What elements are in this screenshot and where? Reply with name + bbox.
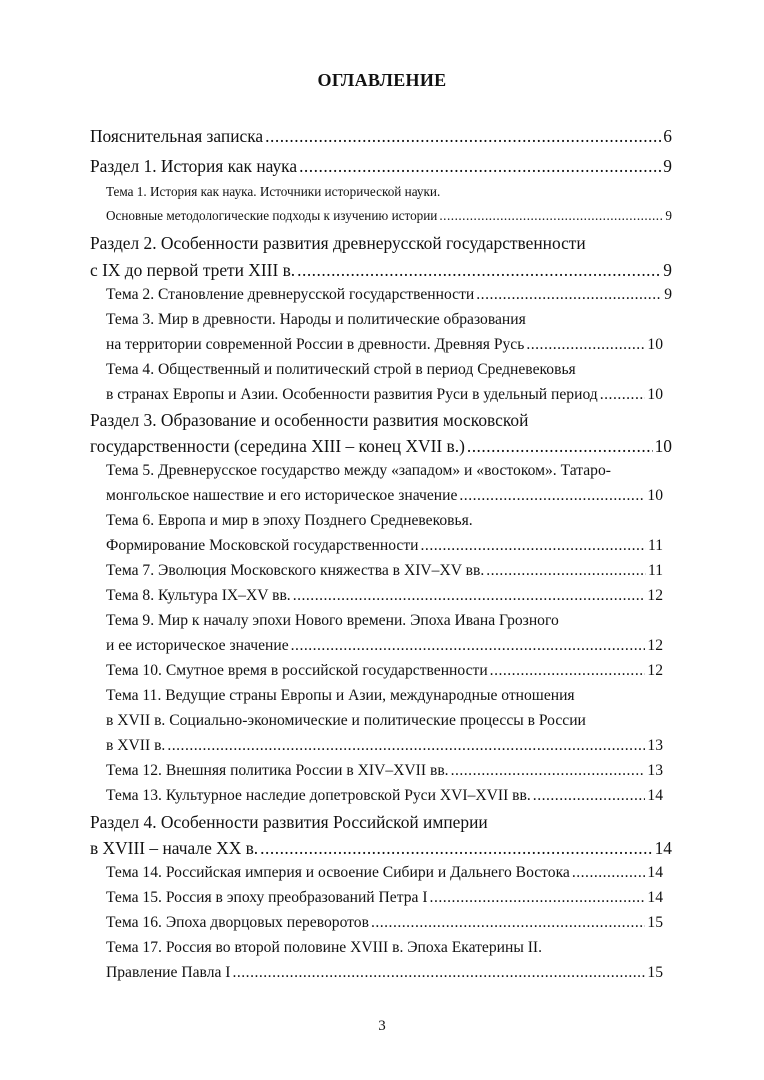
toc-entry [90, 487, 672, 505]
toc-entry [90, 336, 672, 354]
toc-entry-text: Тема 7. Эволюция Московского княжества в XIV–XV вв. [106, 562, 485, 579]
dot-leader [371, 914, 645, 932]
toc-entry-page: 10 [647, 336, 663, 353]
toc-entry-text: Тема 1. История как наука. Источники исторической науки. [106, 184, 441, 199]
toc-entry [90, 361, 672, 379]
toc-entry-text: Тема 4. Общественный и политический строй в период Средневековья [106, 361, 576, 378]
toc-entry-page: 14 [647, 889, 663, 906]
toc-entry-text: в странах Европы и Азии. Особенности развития Руси в удельный период [106, 386, 598, 403]
toc-entry-page: 12 [647, 637, 663, 654]
toc-entry-text: Тема 12. Внешняя политика России в XIV–XVII вв. [106, 762, 449, 779]
dot-leader [260, 838, 652, 859]
toc-entry-text: Пояснительная записка [90, 126, 264, 146]
toc-entry-text: Тема 13. Культурное наследие допетровской Руси XVI–XVII вв. [106, 787, 531, 804]
toc-entry [90, 436, 672, 457]
toc-entry-text: государственности (середина XIII – конец XVII в.) [90, 436, 465, 456]
toc-entry [90, 964, 672, 982]
toc-entry [90, 462, 672, 480]
toc-entry-text: Тема 16. Эпоха дворцовых переворотов [106, 914, 369, 931]
toc-entry-text: и ее историческое значение [106, 637, 289, 654]
toc-entry-text: Тема 11. Ведущие страны Европы и Азии, международные отношения [106, 687, 575, 704]
toc-entry-text: Тема 14. Российская империя и освоение Сибири и Дальнего Востока [106, 864, 570, 881]
toc-entry [90, 156, 672, 177]
dot-leader [486, 562, 646, 580]
toc-entry-page: 13 [647, 762, 663, 779]
toc-entry [90, 712, 672, 730]
toc-entry-page: 11 [647, 562, 663, 579]
dot-leader [299, 156, 661, 177]
toc-entry-page: 11 [647, 537, 663, 554]
toc-entry-text: с IX до первой трети XIII в. [90, 260, 296, 280]
dot-leader [490, 662, 646, 680]
toc-entry-page: 9 [663, 260, 672, 280]
toc-entry-page: 10 [647, 386, 663, 403]
toc-entry-text: Раздел 4. Особенности развития Российской империи [90, 812, 488, 832]
toc-entry-text: Тема 8. Культура IX–XV вв. [106, 587, 291, 604]
toc-entry-page: 9 [665, 208, 672, 223]
toc-entry [90, 260, 672, 281]
toc-entry-page: 12 [647, 662, 663, 679]
toc-entry-text: Раздел 3. Образование и особенности развития московской [90, 410, 529, 430]
toc-entry-text: Раздел 2. Особенности развития древнерусской государственности [90, 233, 586, 253]
toc-entry [90, 889, 672, 907]
toc-entry [90, 126, 672, 147]
toc-entry-text: в XVII в. [106, 737, 166, 754]
toc-entry-text: Тема 9. Мир к началу эпохи Нового времени. Эпоха Ивана Грозного [106, 612, 559, 629]
toc-entry-text: Тема 17. Россия во второй половине XVIII в. Эпоха Екатерины II. [106, 939, 542, 956]
toc-entry-page: 10 [647, 487, 663, 504]
toc-entry-page: 9 [664, 286, 672, 303]
toc-entry [90, 208, 672, 224]
toc-entry [90, 184, 672, 200]
toc-entry-text: Раздел 1. История как наука [90, 156, 298, 176]
toc-entry-page: 10 [654, 436, 672, 456]
dot-leader [167, 737, 645, 755]
toc-entry-text: Правление Павла I [106, 964, 231, 981]
toc-entry [90, 562, 672, 580]
toc-entry [90, 637, 672, 655]
dot-leader [526, 336, 645, 354]
toc-entry-page: 9 [663, 156, 672, 176]
dot-leader [459, 487, 645, 505]
toc-entry-text: на территории современной России в древности. Древняя Русь [106, 336, 525, 353]
dot-leader [572, 864, 646, 882]
toc-entry-page: 15 [647, 914, 663, 931]
toc-entry-page: 6 [663, 126, 672, 146]
dot-leader [533, 787, 646, 805]
toc-entry-text: Тема 6. Европа и мир в эпоху Позднего Средневековья. [106, 512, 473, 529]
toc-entry [90, 410, 672, 431]
toc-entry-text: Тема 3. Мир в древности. Народы и политические образования [106, 311, 526, 328]
dot-leader [291, 637, 646, 655]
dot-leader [476, 286, 662, 304]
dot-leader [232, 964, 645, 982]
toc-entry-page: 15 [647, 964, 663, 981]
toc-entry [90, 537, 672, 555]
toc-entry [90, 737, 672, 755]
toc-entry [90, 864, 672, 882]
toc-entry [90, 311, 672, 329]
toc-entry [90, 787, 672, 805]
dot-leader [451, 762, 646, 780]
toc-entry [90, 662, 672, 680]
dot-leader [293, 587, 646, 605]
toc-entry-page: 13 [647, 737, 663, 754]
toc-entry [90, 762, 672, 780]
dot-leader [297, 260, 661, 281]
toc-entry [90, 386, 672, 404]
page-title: ОГЛАВЛЕНИЕ [317, 70, 447, 90]
dot-leader [600, 386, 646, 404]
toc-entry [90, 612, 672, 630]
toc-entry-text: Формирование Московской государственности [106, 537, 419, 554]
toc-entry [90, 286, 672, 304]
toc-entry-page: 14 [647, 787, 663, 804]
toc-entry-text: в XVIII – начале XX в. [90, 838, 259, 858]
dot-leader [265, 126, 661, 147]
toc-entry-page: 12 [647, 587, 663, 604]
toc-entry [90, 939, 672, 957]
toc-entry [90, 687, 672, 705]
toc-entry [90, 838, 672, 859]
toc-entry-text: Тема 2. Становление древнерусской государственности [106, 286, 475, 303]
toc-entry [90, 812, 672, 833]
toc-entry-text: Тема 10. Смутное время в российской государственности [106, 662, 488, 679]
toc-entry-text: Тема 15. Россия в эпоху преобразований Петра I [106, 889, 428, 906]
toc-entry-page: 14 [647, 864, 663, 881]
toc-entry-text: Основные методологические подходы к изучению истории [106, 208, 438, 223]
page-number: 3 [378, 1018, 386, 1034]
dot-leader [430, 889, 646, 907]
toc-entry [90, 914, 672, 932]
toc-entry-text: в XVII в. Социально-экономические и политические процессы в России [106, 712, 586, 729]
toc-entry [90, 233, 672, 254]
toc-entry [90, 512, 672, 530]
toc-entry-text: монгольское нашествие и его историческое значение [106, 487, 458, 504]
dot-leader [439, 208, 663, 224]
toc-entry [90, 587, 672, 605]
dot-leader [467, 436, 653, 457]
toc-entry-page: 14 [654, 838, 672, 858]
toc-entry-text: Тема 5. Древнерусское государство между «западом» и «востоком». Татаро- [106, 462, 611, 479]
dot-leader [421, 537, 646, 555]
